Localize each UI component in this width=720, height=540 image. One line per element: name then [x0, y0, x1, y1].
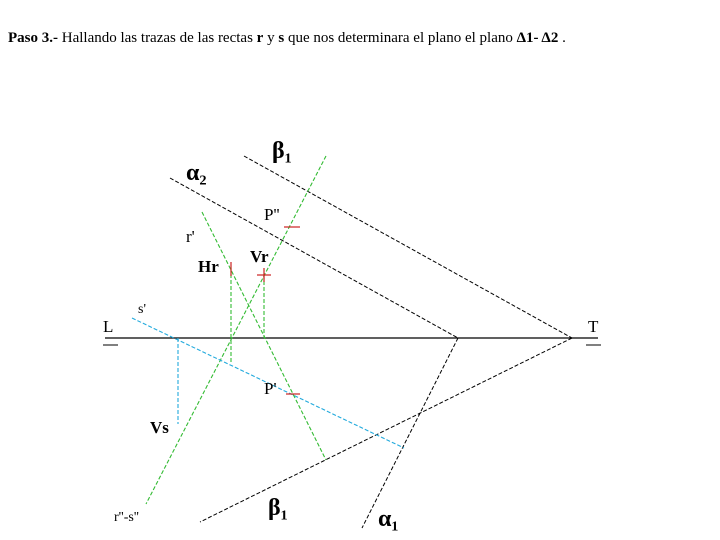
caption-r: r	[256, 30, 264, 46]
beta1-bottom-label: β₁	[268, 495, 288, 521]
alpha1-trace	[362, 338, 458, 528]
caption-delta: Δ1- Δ2	[516, 30, 559, 46]
beta1-top-label: β₁	[272, 138, 292, 164]
alpha1-label: α₁	[378, 506, 399, 532]
r-prime-label: r'	[186, 227, 195, 246]
caption-text: Hallando las trazas de las rectas	[61, 30, 253, 46]
t-label: T	[588, 317, 599, 336]
l-label: L	[103, 317, 114, 336]
r2s2-label: r''-s''	[114, 510, 139, 525]
vr-label: Vr	[250, 247, 269, 266]
caption-s: s	[278, 30, 285, 46]
hr-label: Hr	[198, 257, 219, 276]
beta1-trace	[200, 338, 572, 522]
p-double-label: P''	[264, 205, 280, 224]
caption-rest: que nos determinara el plano el plano	[287, 30, 513, 46]
alpha2-label: α₂	[186, 160, 207, 186]
vs-label: Vs	[150, 418, 169, 437]
step-number: Paso 3.-	[8, 30, 58, 46]
p-prime-label: P'	[264, 379, 277, 398]
caption-end: .	[562, 30, 566, 46]
r-double-s-double-line	[146, 156, 326, 504]
s-prime-label: s'	[138, 302, 146, 317]
caption-y: y	[267, 30, 275, 46]
